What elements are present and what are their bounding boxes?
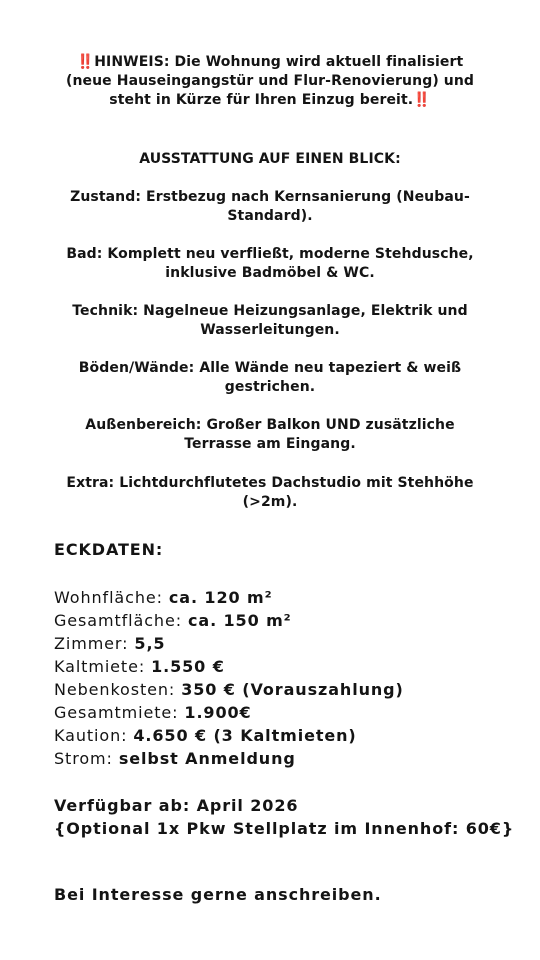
call-to-action: Bei Interesse gerne anschreiben. (54, 885, 382, 904)
feature-line: (>2m). (242, 494, 298, 510)
eckdaten-value: 1.900€ (184, 703, 252, 722)
eckdaten-value: ca. 120 m² (168, 588, 273, 607)
features-heading: AUSSTATTUNG AUF EINEN BLICK: (139, 151, 401, 167)
eckdaten-row (54, 747, 524, 770)
feature-line: Bad: Komplett neu verfließt, moderne Stehdusche, (66, 246, 474, 262)
eckdaten-label: Gesamtfläche: (54, 611, 188, 630)
parking-option: {Optional 1x Pkw Stellplatz im Innenhof: 60€} (54, 819, 515, 838)
eckdaten-label: Kaution: (54, 726, 134, 745)
eckdaten-row (54, 701, 524, 724)
feature-item (40, 302, 500, 340)
eckdaten-value: selbst Anmeldung (118, 749, 296, 768)
eckdaten-label: Kaltmiete: (54, 657, 152, 676)
eckdaten-value: ca. 150 m² (187, 611, 292, 630)
feature-item (40, 245, 500, 283)
notice-line-3 (40, 91, 500, 110)
feature-line: Terrasse am Eingang. (184, 436, 356, 452)
eckdaten-label: Strom: (54, 749, 119, 768)
eckdaten-row (54, 632, 524, 655)
feature-line: Standard). (227, 208, 313, 224)
eckdaten-value: 1.550 € (151, 657, 225, 676)
eckdaten-row (54, 586, 524, 609)
double-exclamation-icon: ‼️ (76, 54, 95, 70)
notice-block (40, 53, 500, 110)
eckdaten-row (54, 655, 524, 678)
eckdaten-value: 5,5 (134, 634, 166, 653)
feature-item (40, 416, 500, 454)
double-exclamation-icon: ‼️ (413, 92, 431, 108)
feature-line: Außenbereich: Großer Balkon UND zusätzliche (85, 417, 455, 433)
eckdaten-title: ECKDATEN: (54, 540, 164, 559)
feature-item (40, 359, 500, 397)
notice-line-2: (neue Hauseingangstür und Flur-Renovierung) und (65, 73, 475, 89)
availability-block (54, 794, 514, 840)
notice-text-3: steht in Kürze für Ihren Einzug bereit. (109, 92, 414, 108)
feature-line: Extra: Lichtdurchflutetes Dachstudio mit Stehhöhe (66, 475, 474, 491)
eckdaten-label: Zimmer: (54, 634, 135, 653)
eckdaten-label: Wohnfläche: (54, 588, 169, 607)
feature-line: Wasserleitungen. (200, 322, 340, 338)
notice-line-1 (40, 53, 500, 72)
eckdaten-row (54, 609, 524, 632)
notice-text-1: HINWEIS: Die Wohnung wird aktuell finalisiert (94, 54, 464, 70)
availability-date: Verfügbar ab: April 2026 (54, 796, 299, 815)
feature-line: inklusive Badmöbel & WC. (165, 265, 375, 281)
feature-line: Böden/Wände: Alle Wände neu tapeziert & weiß (78, 360, 462, 376)
eckdaten-value: 350 € (Vorauszahlung) (181, 680, 404, 699)
eckdaten-row (54, 724, 524, 747)
feature-item (40, 474, 500, 512)
eckdaten-label: Gesamtmiete: (54, 703, 185, 722)
eckdaten-list (54, 586, 524, 770)
eckdaten-value: 4.650 € (3 Kaltmieten) (133, 726, 357, 745)
feature-line: Technik: Nagelneue Heizungsanlage, Elektrik und (72, 303, 468, 319)
feature-item (40, 188, 500, 226)
feature-line: Zustand: Erstbezug nach Kernsanierung (Neubau- (70, 189, 470, 205)
eckdaten-row (54, 678, 524, 701)
eckdaten-label: Nebenkosten: (54, 680, 182, 699)
feature-line: gestrichen. (224, 379, 316, 395)
